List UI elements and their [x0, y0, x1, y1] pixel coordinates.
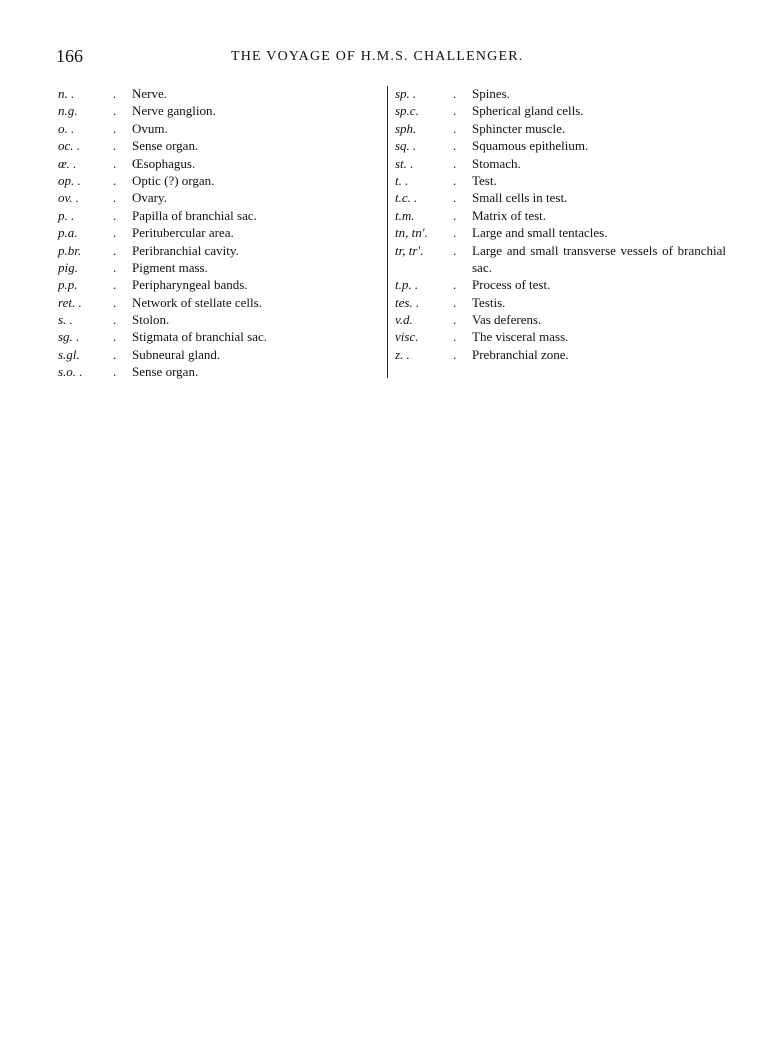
list-item: [395, 311, 740, 328]
list-item: [58, 276, 378, 293]
abbreviation: t.c. .: [395, 190, 418, 206]
abbreviation: tr, tr′.: [395, 242, 424, 258]
definition: Matrix of test.: [472, 207, 547, 223]
list-item: [395, 189, 740, 206]
abbreviation: t.m.: [395, 207, 415, 223]
leader-dot: .: [113, 103, 117, 119]
abbreviation: s.gl.: [58, 346, 80, 362]
list-item: [58, 85, 378, 102]
leader-dot: .: [113, 138, 117, 154]
leader-dot: .: [113, 277, 117, 293]
abbreviation: p. .: [58, 207, 75, 223]
list-item: [58, 102, 378, 119]
abbreviation: p.p.: [58, 277, 78, 293]
leader-dot: .: [113, 329, 117, 345]
list-item: [58, 137, 378, 154]
right-column: [395, 85, 740, 363]
list-item: [58, 189, 378, 206]
abbreviation: visc.: [395, 329, 419, 345]
definition: Large and small tentacles.: [472, 225, 608, 241]
definition: Nerve.: [132, 86, 168, 101]
leader-dot: .: [453, 346, 457, 362]
definition: Sphincter muscle.: [472, 120, 566, 136]
list-item: [58, 242, 378, 259]
abbreviation: sp.c.: [395, 103, 419, 119]
list-item: [395, 120, 740, 137]
list-item: [58, 259, 378, 276]
abbreviation: z. .: [395, 346, 410, 362]
abbreviation: t.p. .: [395, 277, 419, 293]
definition: Test.: [472, 172, 497, 188]
leader-dot: .: [453, 103, 457, 119]
leader-dot: .: [113, 364, 117, 380]
abbreviation: oc. .: [58, 138, 81, 154]
abbreviation: p.br.: [58, 242, 82, 258]
leader-dot: .: [113, 155, 117, 171]
definition: Squamous epithelium.: [472, 138, 589, 154]
page-number: 166: [56, 46, 83, 66]
abbreviation: op. .: [58, 172, 81, 188]
list-item: [395, 346, 740, 363]
leader-dot: .: [113, 346, 117, 362]
abbreviation: n. .: [58, 86, 75, 101]
abbreviation: ret. .: [58, 294, 82, 310]
leader-dot: .: [453, 120, 457, 136]
definition: Large and small transverse vessels of branchial sac.: [472, 242, 726, 275]
leader-dot: .: [113, 294, 117, 310]
abbreviation: t. .: [395, 172, 409, 188]
abbreviation: pig.: [58, 259, 78, 275]
list-item: [395, 328, 740, 345]
definition: Optic (?) organ.: [132, 172, 215, 188]
abbreviation: sph.: [395, 120, 417, 136]
list-item: [395, 242, 740, 277]
abbreviation: ov. .: [58, 190, 80, 206]
leader-dot: .: [453, 242, 457, 258]
abbreviation: n.g.: [58, 103, 78, 119]
abbreviation: œ. .: [58, 155, 77, 171]
definition: Pigment mass.: [132, 259, 208, 275]
leader-dot: .: [113, 312, 117, 328]
abbreviation: p.a.: [58, 225, 78, 241]
leader-dot: .: [113, 225, 117, 241]
list-item: [58, 346, 378, 363]
abbreviation: s. .: [58, 312, 73, 328]
leader-dot: .: [453, 86, 457, 101]
leader-dot: .: [453, 312, 457, 328]
leader-dot: .: [113, 86, 117, 101]
list-item: [395, 155, 740, 172]
list-item: [58, 224, 378, 241]
list-item: [58, 120, 378, 137]
definition: Subneural gland.: [132, 346, 221, 362]
definition: Peripharyngeal bands.: [132, 277, 248, 293]
definition: Sense organ.: [132, 138, 199, 154]
leader-dot: .: [453, 138, 457, 154]
definition: Network of stellate cells.: [132, 294, 262, 310]
abbreviation: st. .: [395, 155, 414, 171]
list-item: [395, 137, 740, 154]
definition: Testis.: [472, 294, 506, 310]
list-item: [395, 276, 740, 293]
list-item: [395, 224, 740, 241]
running-title: THE VOYAGE OF H.M.S. CHALLENGER.: [231, 49, 524, 64]
abbreviation: sg. .: [58, 329, 80, 345]
abbreviation: sq. .: [395, 138, 417, 154]
column-divider: [387, 86, 388, 378]
abbreviation: tn, tn′.: [395, 225, 428, 241]
list-item: [395, 294, 740, 311]
definition: Nerve ganglion.: [132, 103, 216, 119]
leader-dot: .: [453, 190, 457, 206]
list-item: [58, 363, 378, 380]
definition: Spherical gland cells.: [472, 103, 584, 119]
definition: Vas deferens.: [472, 312, 542, 328]
definition: Stigmata of branchial sac.: [132, 329, 268, 345]
list-item: [395, 207, 740, 224]
leader-dot: .: [113, 172, 117, 188]
definition: The visceral mass.: [472, 329, 569, 345]
leader-dot: .: [453, 294, 457, 310]
definition: Process of test.: [472, 277, 551, 293]
leader-dot: .: [113, 190, 117, 206]
abbreviation: o. .: [58, 120, 75, 136]
definition: Stolon.: [132, 312, 170, 328]
definition: Stomach.: [472, 155, 521, 171]
list-item: [58, 328, 378, 345]
definition: Prebranchial zone.: [472, 346, 569, 362]
definition: Spines.: [472, 86, 510, 101]
definition: Peribranchial cavity.: [132, 242, 239, 258]
leader-dot: .: [113, 207, 117, 223]
leader-dot: .: [453, 172, 457, 188]
abbreviation: s.o. .: [58, 364, 83, 380]
definition: Ovary.: [132, 190, 167, 206]
list-item: [395, 102, 740, 119]
abbreviation: sp. .: [395, 86, 417, 101]
left-column: [58, 85, 378, 381]
list-item: [58, 294, 378, 311]
definition: Small cells in test.: [472, 190, 568, 206]
list-item: [58, 172, 378, 189]
definition: Sense organ.: [132, 364, 199, 380]
list-item: [58, 207, 378, 224]
leader-dot: .: [453, 329, 457, 345]
list-item: [58, 311, 378, 328]
leader-dot: .: [453, 277, 457, 293]
list-item: [395, 85, 740, 102]
list-item: [58, 155, 378, 172]
leader-dot: .: [113, 120, 117, 136]
leader-dot: .: [453, 207, 457, 223]
leader-dot: .: [113, 259, 117, 275]
definition: Œsophagus.: [132, 155, 196, 171]
definition: Peritubercular area.: [132, 225, 234, 241]
leader-dot: .: [453, 225, 457, 241]
definition: Ovum.: [132, 120, 168, 136]
list-item: [395, 172, 740, 189]
definition: Papilla of branchial sac.: [132, 207, 257, 223]
leader-dot: .: [113, 242, 117, 258]
abbreviation: v.d.: [395, 312, 413, 328]
abbreviation: tes. .: [395, 294, 420, 310]
leader-dot: .: [453, 155, 457, 171]
